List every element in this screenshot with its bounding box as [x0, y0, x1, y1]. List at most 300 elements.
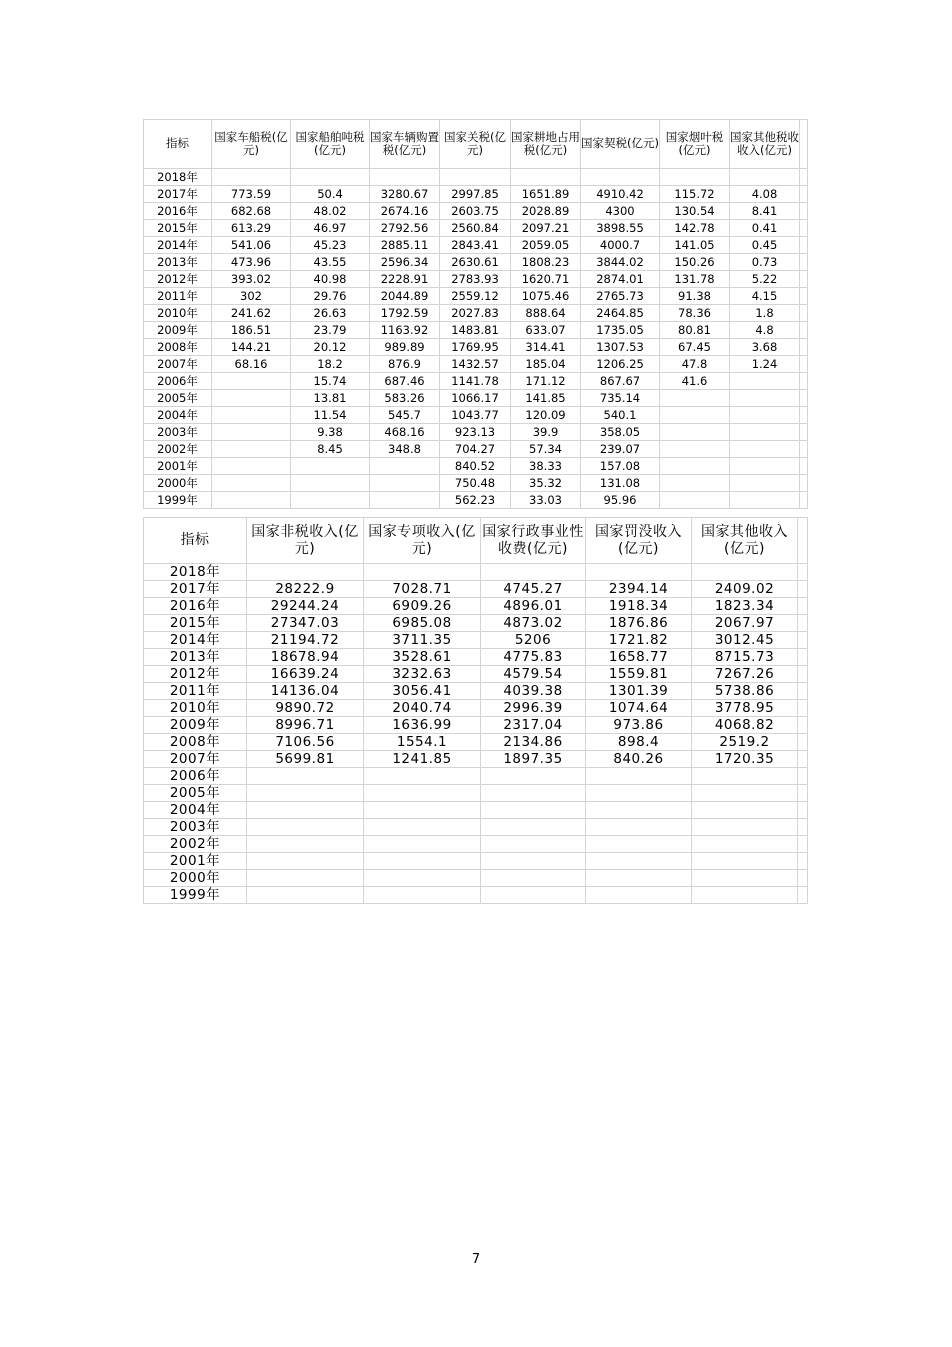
spare-cell — [798, 785, 808, 802]
spare-cell — [800, 186, 808, 203]
cell-value — [660, 492, 730, 509]
cell-value: 1897.35 — [481, 751, 586, 768]
cell-value: 3711.35 — [364, 632, 481, 649]
cell-value: 1918.34 — [586, 598, 692, 615]
cell-value: 2519.2 — [692, 734, 798, 751]
column-header: 国家烟叶税(亿元) — [660, 120, 730, 169]
column-header: 国家关税(亿元) — [440, 120, 511, 169]
cell-value: 150.26 — [660, 254, 730, 271]
cell-value — [370, 475, 440, 492]
row-year: 2015年 — [144, 220, 212, 237]
cell-value: 1658.77 — [586, 649, 692, 666]
row-year: 2003年 — [144, 819, 247, 836]
spare-cell — [800, 458, 808, 475]
cell-value: 735.14 — [581, 390, 660, 407]
cell-value: 9.38 — [291, 424, 370, 441]
cell-value — [370, 458, 440, 475]
spare-cell — [798, 700, 808, 717]
spare-cell — [798, 870, 808, 887]
cell-value — [481, 853, 586, 870]
cell-value: 11.54 — [291, 407, 370, 424]
cell-value: 4039.38 — [481, 683, 586, 700]
cell-value: 4745.27 — [481, 581, 586, 598]
cell-value: 3778.95 — [692, 700, 798, 717]
row-year: 2014年 — [144, 237, 212, 254]
table-row — [144, 802, 808, 819]
cell-value: 131.08 — [581, 475, 660, 492]
cell-value: 4775.83 — [481, 649, 586, 666]
cell-value — [586, 819, 692, 836]
spare-cell — [800, 271, 808, 288]
table-row — [144, 615, 808, 632]
cell-value: 2874.01 — [581, 271, 660, 288]
column-header: 国家专项收入(亿元) — [364, 518, 481, 564]
cell-value: 898.4 — [586, 734, 692, 751]
table-row — [144, 254, 808, 271]
table-row — [144, 271, 808, 288]
table-row — [144, 666, 808, 683]
cell-value: 613.29 — [212, 220, 291, 237]
cell-value: 545.7 — [370, 407, 440, 424]
cell-value: 2630.61 — [440, 254, 511, 271]
cell-value: 840.26 — [586, 751, 692, 768]
cell-value — [660, 424, 730, 441]
row-year: 2001年 — [144, 853, 247, 870]
column-header: 国家其他收入(亿元) — [692, 518, 798, 564]
row-year: 2013年 — [144, 254, 212, 271]
row-year: 2016年 — [144, 203, 212, 220]
cell-value — [364, 853, 481, 870]
cell-value: 876.9 — [370, 356, 440, 373]
cell-value: 20.12 — [291, 339, 370, 356]
cell-value — [692, 836, 798, 853]
cell-value — [370, 492, 440, 509]
cell-value: 78.36 — [660, 305, 730, 322]
cell-value — [370, 169, 440, 186]
cell-value: 1043.77 — [440, 407, 511, 424]
row-year: 2016年 — [144, 598, 247, 615]
column-header: 国家其他税收收入(亿元) — [730, 120, 800, 169]
cell-value: 7106.56 — [247, 734, 364, 751]
cell-value: 2027.83 — [440, 305, 511, 322]
cell-value — [291, 169, 370, 186]
cell-value: 23.79 — [291, 322, 370, 339]
cell-value: 4896.01 — [481, 598, 586, 615]
table-row — [144, 717, 808, 734]
cell-value: 1721.82 — [586, 632, 692, 649]
table-row — [144, 492, 808, 509]
cell-value — [212, 424, 291, 441]
cell-value — [440, 169, 511, 186]
cell-value: 95.96 — [581, 492, 660, 509]
cell-value — [730, 475, 800, 492]
cell-value: 5738.86 — [692, 683, 798, 700]
cell-value: 33.03 — [511, 492, 581, 509]
cell-value: 473.96 — [212, 254, 291, 271]
cell-value: 68.16 — [212, 356, 291, 373]
row-year: 2009年 — [144, 717, 247, 734]
cell-value: 4.08 — [730, 186, 800, 203]
column-header: 国家行政事业性收费(亿元) — [481, 518, 586, 564]
cell-value: 2560.84 — [440, 220, 511, 237]
table-row — [144, 564, 808, 581]
row-year: 2000年 — [144, 870, 247, 887]
cell-value: 2996.39 — [481, 700, 586, 717]
row-year: 2013年 — [144, 649, 247, 666]
row-year: 2006年 — [144, 373, 212, 390]
cell-value: 6985.08 — [364, 615, 481, 632]
cell-value: 2228.91 — [370, 271, 440, 288]
cell-value — [247, 887, 364, 904]
table-row — [144, 887, 808, 904]
row-year: 2017年 — [144, 186, 212, 203]
spare-cell — [798, 666, 808, 683]
cell-value: 687.46 — [370, 373, 440, 390]
cell-value: 3528.61 — [364, 649, 481, 666]
row-year: 2011年 — [144, 683, 247, 700]
cell-value — [364, 887, 481, 904]
cell-value: 2059.05 — [511, 237, 581, 254]
cell-value: 185.04 — [511, 356, 581, 373]
cell-value: 186.51 — [212, 322, 291, 339]
cell-value: 773.59 — [212, 186, 291, 203]
spare-column — [798, 518, 808, 564]
cell-value — [247, 802, 364, 819]
cell-value: 27347.03 — [247, 615, 364, 632]
cell-value: 2097.21 — [511, 220, 581, 237]
cell-value: 468.16 — [370, 424, 440, 441]
header-indicator: 指标 — [144, 120, 212, 169]
row-year: 2005年 — [144, 785, 247, 802]
cell-value: 115.72 — [660, 186, 730, 203]
cell-value: 682.68 — [212, 203, 291, 220]
table-row — [144, 407, 808, 424]
cell-value — [730, 390, 800, 407]
table-row — [144, 700, 808, 717]
row-year: 2001年 — [144, 458, 212, 475]
row-year: 2003年 — [144, 424, 212, 441]
cell-value — [511, 169, 581, 186]
cell-value — [364, 836, 481, 853]
cell-value: 4.8 — [730, 322, 800, 339]
cell-value: 2134.86 — [481, 734, 586, 751]
table-row — [144, 441, 808, 458]
column-header: 国家船舶吨税(亿元) — [291, 120, 370, 169]
cell-value: 0.73 — [730, 254, 800, 271]
cell-value — [364, 768, 481, 785]
cell-value: 1769.95 — [440, 339, 511, 356]
spare-cell — [798, 649, 808, 666]
cell-value: 393.02 — [212, 271, 291, 288]
spare-cell — [798, 819, 808, 836]
table-row — [144, 598, 808, 615]
cell-value — [481, 870, 586, 887]
table-row — [144, 649, 808, 666]
cell-value — [730, 373, 800, 390]
table-row — [144, 836, 808, 853]
cell-value — [660, 475, 730, 492]
cell-value: 1651.89 — [511, 186, 581, 203]
cell-value — [692, 564, 798, 581]
table-row — [144, 632, 808, 649]
cell-value: 2559.12 — [440, 288, 511, 305]
cell-value — [212, 458, 291, 475]
table-row — [144, 475, 808, 492]
cell-value: 1301.39 — [586, 683, 692, 700]
cell-value: 57.34 — [511, 441, 581, 458]
cell-value: 750.48 — [440, 475, 511, 492]
table-row — [144, 305, 808, 322]
spare-cell — [798, 683, 808, 700]
row-year: 2012年 — [144, 666, 247, 683]
cell-value: 50.4 — [291, 186, 370, 203]
table-row — [144, 458, 808, 475]
cell-value: 989.89 — [370, 339, 440, 356]
cell-value — [481, 819, 586, 836]
row-year: 2017年 — [144, 581, 247, 598]
cell-value: 3844.02 — [581, 254, 660, 271]
cell-value: 141.05 — [660, 237, 730, 254]
spare-cell — [798, 598, 808, 615]
cell-value: 1066.17 — [440, 390, 511, 407]
cell-value: 3898.55 — [581, 220, 660, 237]
cell-value: 2596.34 — [370, 254, 440, 271]
spare-cell — [800, 322, 808, 339]
spare-cell — [800, 305, 808, 322]
spare-cell — [800, 169, 808, 186]
cell-value: 3280.67 — [370, 186, 440, 203]
cell-value — [481, 836, 586, 853]
cell-value: 923.13 — [440, 424, 511, 441]
spare-cell — [798, 768, 808, 785]
cell-value: 1075.46 — [511, 288, 581, 305]
cell-value — [692, 853, 798, 870]
cell-value — [364, 785, 481, 802]
table-row — [144, 751, 808, 768]
cell-value — [364, 819, 481, 836]
cell-value: 15.74 — [291, 373, 370, 390]
cell-value: 867.67 — [581, 373, 660, 390]
cell-value: 141.85 — [511, 390, 581, 407]
cell-value — [660, 169, 730, 186]
spare-cell — [800, 390, 808, 407]
cell-value — [692, 819, 798, 836]
cell-value — [586, 785, 692, 802]
spare-cell — [798, 734, 808, 751]
cell-value: 540.1 — [581, 407, 660, 424]
cell-value — [730, 407, 800, 424]
spare-cell — [798, 802, 808, 819]
table-row — [144, 870, 808, 887]
cell-value: 16639.24 — [247, 666, 364, 683]
cell-value — [212, 441, 291, 458]
cell-value: 1206.25 — [581, 356, 660, 373]
cell-value: 2317.04 — [481, 717, 586, 734]
cell-value: 91.38 — [660, 288, 730, 305]
row-year: 2004年 — [144, 802, 247, 819]
spare-cell — [800, 407, 808, 424]
table-row — [144, 390, 808, 407]
table-row — [144, 853, 808, 870]
cell-value: 302 — [212, 288, 291, 305]
cell-value: 46.97 — [291, 220, 370, 237]
spare-cell — [798, 581, 808, 598]
cell-value: 4873.02 — [481, 615, 586, 632]
cell-value: 1483.81 — [440, 322, 511, 339]
cell-value: 18678.94 — [247, 649, 364, 666]
column-header: 国家车船税(亿元) — [212, 120, 291, 169]
cell-value: 2040.74 — [364, 700, 481, 717]
cell-value — [660, 458, 730, 475]
cell-value — [692, 768, 798, 785]
spare-cell — [800, 254, 808, 271]
column-header: 国家车辆购置税(亿元) — [370, 120, 440, 169]
spare-cell — [800, 356, 808, 373]
cell-value: 67.45 — [660, 339, 730, 356]
non-tax-revenue-table — [143, 517, 808, 904]
row-year: 2008年 — [144, 339, 212, 356]
cell-value: 14136.04 — [247, 683, 364, 700]
table-row — [144, 424, 808, 441]
row-year: 2007年 — [144, 356, 212, 373]
cell-value — [581, 169, 660, 186]
cell-value: 2028.89 — [511, 203, 581, 220]
column-header: 国家非税收入(亿元) — [247, 518, 364, 564]
spare-cell — [800, 373, 808, 390]
cell-value: 45.23 — [291, 237, 370, 254]
cell-value: 704.27 — [440, 441, 511, 458]
cell-value: 40.98 — [291, 271, 370, 288]
cell-value — [247, 836, 364, 853]
cell-value: 4068.82 — [692, 717, 798, 734]
cell-value — [660, 407, 730, 424]
page-number: 7 — [471, 1252, 481, 1267]
row-year: 2009年 — [144, 322, 212, 339]
cell-value — [586, 564, 692, 581]
table-row — [144, 288, 808, 305]
cell-value — [730, 169, 800, 186]
table-row — [144, 819, 808, 836]
cell-value: 314.41 — [511, 339, 581, 356]
cell-value: 171.12 — [511, 373, 581, 390]
table-row — [144, 768, 808, 785]
cell-value — [212, 390, 291, 407]
row-year: 2002年 — [144, 441, 212, 458]
cell-value — [692, 802, 798, 819]
table-row — [144, 203, 808, 220]
row-year: 1999年 — [144, 492, 212, 509]
cell-value — [586, 887, 692, 904]
cell-value: 0.45 — [730, 237, 800, 254]
cell-value — [247, 870, 364, 887]
cell-value — [291, 475, 370, 492]
column-header: 国家耕地占用税(亿元) — [511, 120, 581, 169]
cell-value: 1620.71 — [511, 271, 581, 288]
cell-value: 3012.45 — [692, 632, 798, 649]
table-header-row — [144, 518, 808, 564]
cell-value: 28222.9 — [247, 581, 364, 598]
cell-value: 2394.14 — [586, 581, 692, 598]
cell-value: 2843.41 — [440, 237, 511, 254]
table-row — [144, 581, 808, 598]
spare-cell — [800, 203, 808, 220]
cell-value: 5699.81 — [247, 751, 364, 768]
column-header: 国家契税(亿元) — [581, 120, 660, 169]
cell-value — [692, 887, 798, 904]
cell-value — [586, 870, 692, 887]
row-year: 1999年 — [144, 887, 247, 904]
row-year: 2007年 — [144, 751, 247, 768]
cell-value: 8.41 — [730, 203, 800, 220]
cell-value: 4.15 — [730, 288, 800, 305]
cell-value: 120.09 — [511, 407, 581, 424]
cell-value: 5206 — [481, 632, 586, 649]
spare-cell — [798, 632, 808, 649]
cell-value — [247, 819, 364, 836]
cell-value: 2792.56 — [370, 220, 440, 237]
spare-cell — [800, 220, 808, 237]
row-year: 2014年 — [144, 632, 247, 649]
row-year: 2011年 — [144, 288, 212, 305]
cell-value: 1735.05 — [581, 322, 660, 339]
cell-value: 35.32 — [511, 475, 581, 492]
cell-value: 130.54 — [660, 203, 730, 220]
spare-cell — [800, 475, 808, 492]
table-row — [144, 322, 808, 339]
cell-value: 541.06 — [212, 237, 291, 254]
row-year: 2015年 — [144, 615, 247, 632]
cell-value: 562.23 — [440, 492, 511, 509]
cell-value: 47.8 — [660, 356, 730, 373]
tax-revenue-table — [143, 119, 808, 509]
table-row — [144, 734, 808, 751]
cell-value: 0.41 — [730, 220, 800, 237]
cell-value: 583.26 — [370, 390, 440, 407]
cell-value: 2044.89 — [370, 288, 440, 305]
table-row — [144, 237, 808, 254]
cell-value — [247, 768, 364, 785]
cell-value: 157.08 — [581, 458, 660, 475]
table-row — [144, 373, 808, 390]
cell-value — [212, 475, 291, 492]
cell-value: 2765.73 — [581, 288, 660, 305]
cell-value — [247, 853, 364, 870]
spare-cell — [798, 887, 808, 904]
spare-cell — [798, 717, 808, 734]
cell-value — [692, 870, 798, 887]
spare-cell — [800, 424, 808, 441]
cell-value — [730, 458, 800, 475]
row-year: 2005年 — [144, 390, 212, 407]
cell-value — [730, 441, 800, 458]
spare-cell — [800, 492, 808, 509]
cell-value — [730, 424, 800, 441]
spare-cell — [800, 237, 808, 254]
cell-value: 1720.35 — [692, 751, 798, 768]
cell-value: 4300 — [581, 203, 660, 220]
cell-value: 13.81 — [291, 390, 370, 407]
cell-value — [291, 458, 370, 475]
table-row — [144, 785, 808, 802]
cell-value: 1.24 — [730, 356, 800, 373]
row-year: 2018年 — [144, 169, 212, 186]
spare-cell — [798, 564, 808, 581]
cell-value — [586, 802, 692, 819]
row-year: 2010年 — [144, 305, 212, 322]
spare-cell — [800, 288, 808, 305]
cell-value — [730, 492, 800, 509]
cell-value — [212, 169, 291, 186]
